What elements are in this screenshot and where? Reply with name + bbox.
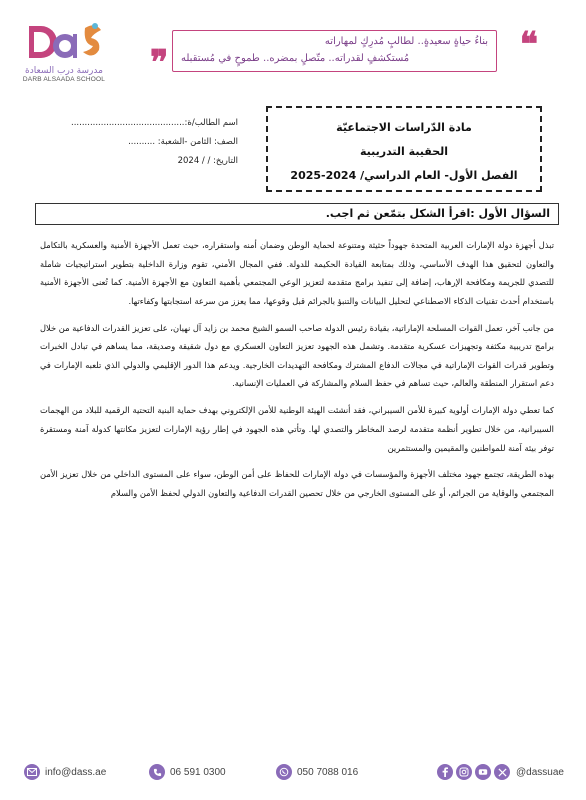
whatsapp-text: 050 7088 016 [297,766,359,778]
paragraph-4: بهذه الطريقة، تجتمع جهود مختلف الأجهزة والمؤسسات في دولة الإمارات للحفاظ على أمن الوطن، سواء على المستوى الداخلي من خلال تعزيز الأمن المجتمعي والوقاية من الجرائم، أو على المستوى الخارجي من خلال تحصين القدرات الدفاعية والتعاون الدولي لحفظ الأمن والسلام [40,469,554,499]
class-field[interactable]: الصف: الثامن -الشعبة: .......... [128,137,238,147]
whatsapp-icon [276,764,292,780]
footer-social [437,764,564,780]
youtube-icon[interactable] [475,764,491,780]
question-title: السؤال الأول :اقرأ الشكل بتمّعن ثم اجب. [35,203,559,225]
slogan-line-2: مُستكشفٍ لقدراته.. متّصلٍ بمضره.. طموحٍ في مُستقبله [181,53,410,64]
footer-whatsapp[interactable] [276,764,358,780]
paragraph-1: تبذل أجهزة دولة الإمارات العربية المتحدة جهوداً حثيثة ومتنوعة لحماية الوطن وضمان أمنه واستقراره، حيث تعمل الأجهزة الأمنية والعسكرية بالتكامل والتعاون لتحقيق هذا الهدف الأساسي، وذلك بمتابعة القيادة الحكيمة للدولة. ففي المجال الأمني، تقوم وزارة الداخلية بتطوير استراتيجيات شاملة للتصدي للجريمة ومكافحة الإرهاب، إضافة إلى تنفيذ برامج متقدمة لتعزيز الوعي المجتمعي بأهمية التعاون مع الأجهزة الأمنية. كما تُعنى الأجهزة الأمنية باستخدام أحدث تقنيات الذكاء الاصطناعي لتحليل البيانات والتنبؤ بالجرائم قبل وقوعها، مما يعزز من سرعة استجابتها وكفاءتها. [40,240,554,306]
email-text: info@dass.ae [45,766,107,778]
phone-icon [149,764,165,780]
footer-phone[interactable] [149,764,226,780]
school-name-en: DARB ALSAADA SCHOOL [22,76,106,83]
twitter-x-icon[interactable] [494,764,510,780]
school-name-ar: مدرسة درب السعادة [25,66,103,76]
subject-box [266,106,542,192]
slogan-box [172,30,497,72]
subject-title: مادة الدّراسات الاجتماعيّة [336,121,472,134]
date-field[interactable]: التاريخ: / / 2024 [177,156,238,166]
instagram-icon[interactable] [456,764,472,780]
facebook-icon[interactable] [437,764,453,780]
school-logo [18,20,110,83]
term-title: الفصل الأول- العام الدراسي/ 2024-2025 [290,169,518,182]
logo-mark-icon [25,20,103,64]
social-handle: @dassuae [516,766,564,778]
slogan-line-1: بناءُ حياةٍ سعيدةٍ.. لطالبٍ مُدرِكٍ لمهاراته [324,36,488,47]
footer [24,760,564,786]
phone-text: 06 591 0300 [170,766,226,778]
package-title: الحقيبة التدريبية [359,145,449,158]
reading-passage [40,236,554,508]
close-quote-icon: ❞ [150,43,169,83]
student-info [48,114,238,171]
student-name-field[interactable]: اسم الطالب/ة:.......................................... [71,118,238,128]
paragraph-3: كما تعطي دولة الإمارات أولوية كبيرة للأمن السيبراني، فقد أنشئت الهيئة الوطنية للأمن الإلكتروني بهدف حماية البنية التحتية الرقمية للبلاد من الهجمات السيبرانية، من خلال تطوير أنظمة متقدمة لرصد المخاطر والتصدي لها. وتأتي هذه الجهود في إطار رؤية الإمارات لتعزيز مكانتها كدولة آمنة ومستقرة توفر بيئة آمنة للمواطنين والمقيمين والمستثمرين [40,405,554,453]
open-quote-icon: ❝ [519,25,538,65]
email-icon [24,764,40,780]
paragraph-2: من جانب آخر، تعمل القوات المسلحة الإماراتية، بقيادة رئيس الدولة صاحب السمو الشيخ محمد بن زايد آل نهيان، على تعزيز القدرات الدفاعية من خلال برامج تدريبية مكثفة وتجهيزات عسكرية متقدمة. وتشمل هذه الجهود تعزيز التعاون العسكري مع دول شقيقة وصديقة، مما يساهم في تبادل الخبرات وتطوير قدرات القوات الإماراتية في مجالات الدفاع المشترك ومكافحة التهديدات الخارجية. ويدعم هذا الدور الإقليمي والدولي الذي تلعبه الإمارات في دعم استقرار المنطقة والعالم، حيث تساهم في حفظ السلام والمشاركة في العمليات الإنسانية. [40,322,554,389]
footer-email[interactable] [24,764,106,780]
